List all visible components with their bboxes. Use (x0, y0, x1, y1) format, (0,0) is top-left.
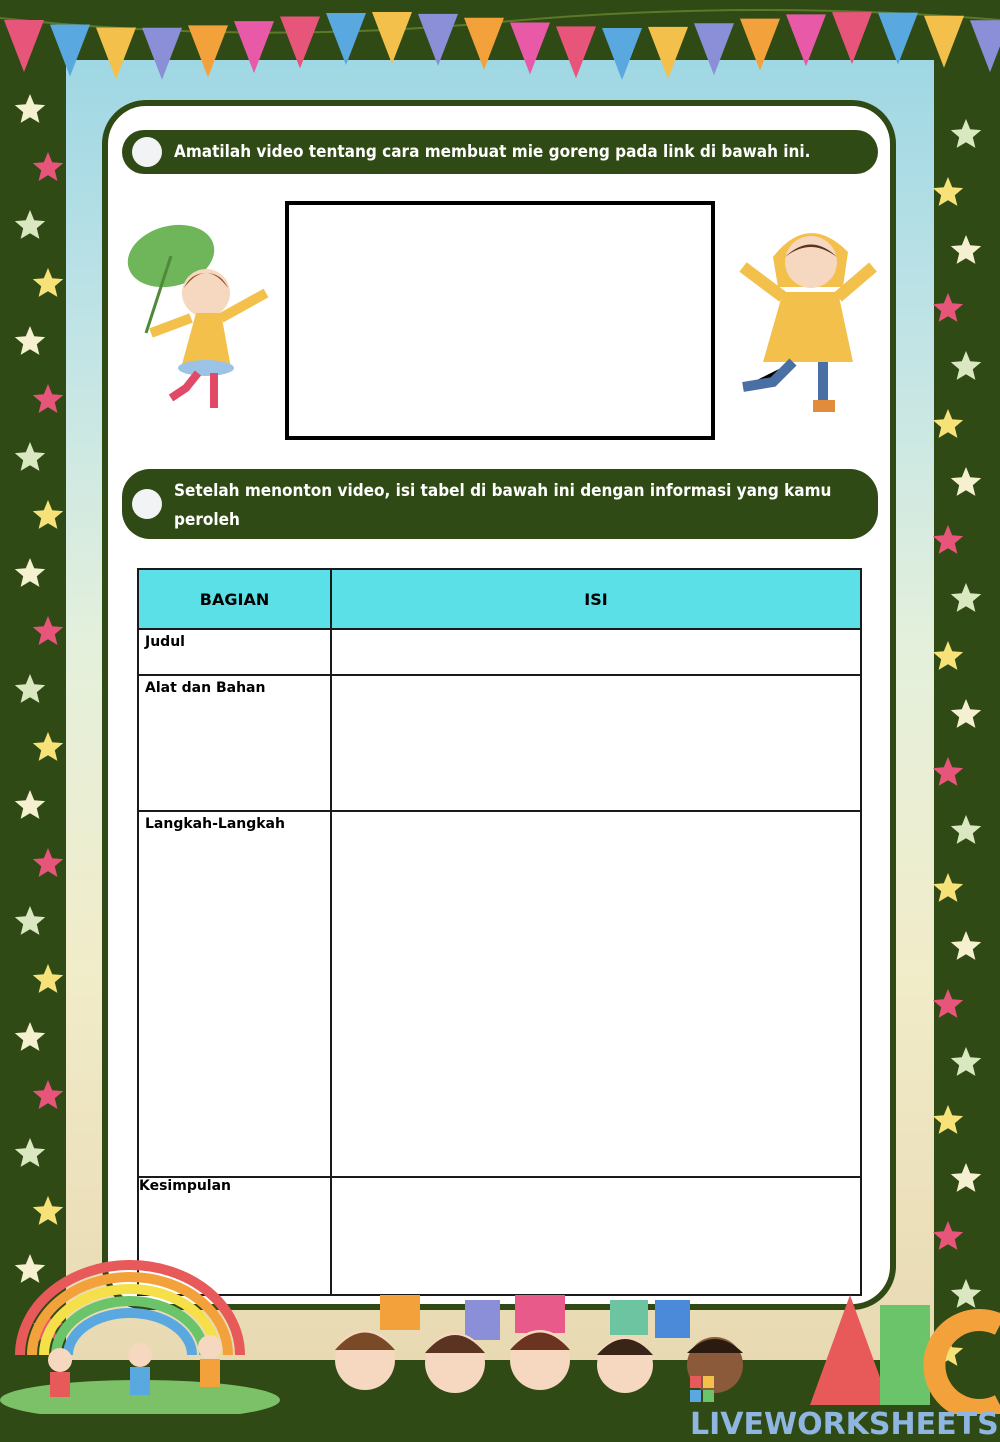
bunting-flag (326, 13, 366, 65)
row-label-judul: Judul (138, 629, 331, 675)
row-label-langkah: Langkah-Langkah (138, 811, 331, 1177)
bullet-dot (132, 137, 162, 167)
bunting-flag (602, 28, 642, 80)
bunting-flag (142, 28, 182, 80)
bunting-flag (648, 27, 688, 79)
table-row (138, 629, 861, 675)
bunting-flag (510, 22, 550, 74)
answer-cell-alat-bahan[interactable] (331, 675, 861, 811)
bunting-decoration (0, 0, 1000, 90)
bunting-flag (96, 27, 136, 79)
header-bagian: BAGIAN (138, 569, 331, 629)
bunting-flag (188, 25, 228, 77)
row-label-alat-bahan: Alat dan Bahan (138, 675, 331, 811)
header-isi: ISI (331, 569, 861, 629)
liveworksheets-logo (690, 1372, 1000, 1442)
watermark-text: LIVEWORKSHEETS (690, 1407, 999, 1442)
instruction-text-2-line2: dari video. (174, 539, 267, 559)
answer-cell-judul[interactable] (331, 629, 861, 675)
table-row (138, 675, 861, 811)
kid-in-raincoat (733, 212, 883, 422)
instruction-banner-1 (122, 130, 878, 174)
instruction-text-1: Amatilah video tentang cara membuat mie goreng pada link di bawah ini. (174, 142, 811, 162)
kid-with-leaf-umbrella (126, 218, 271, 418)
bunting-flag (556, 26, 596, 78)
rainbow-kids-illustration (0, 1265, 280, 1414)
kids-holding-books (335, 1295, 743, 1393)
bunting-flag (234, 21, 274, 73)
bunting-flag (464, 18, 504, 70)
bullet-dot (132, 489, 162, 519)
table-header-row (138, 569, 861, 629)
instruction-banner-2 (122, 469, 878, 559)
bunting-flag (832, 12, 872, 64)
info-table (137, 568, 862, 1296)
bunting-flag (280, 16, 320, 68)
liveworksheets-logo-icon (690, 1376, 714, 1402)
bunting-flag (372, 12, 412, 64)
bunting-flag (740, 19, 780, 71)
bunting-flag (418, 14, 458, 66)
row-label-kesimpulan: Kesimpulan (138, 1177, 331, 1295)
bunting-flag (924, 16, 964, 68)
table-row (138, 811, 861, 1177)
bunting-flag (878, 13, 918, 65)
instruction-text-2-line1: Setelah menonton video, isi tabel di bawah ini dengan informasi yang kamu peroleh (174, 481, 832, 530)
bunting-flag (786, 14, 826, 66)
bunting-flag (970, 20, 1000, 72)
video-placeholder-box[interactable] (285, 201, 715, 440)
answer-cell-langkah[interactable] (331, 811, 861, 1177)
bunting-flag (50, 25, 90, 77)
bunting-flag (694, 23, 734, 75)
bunting-flag (4, 20, 44, 72)
